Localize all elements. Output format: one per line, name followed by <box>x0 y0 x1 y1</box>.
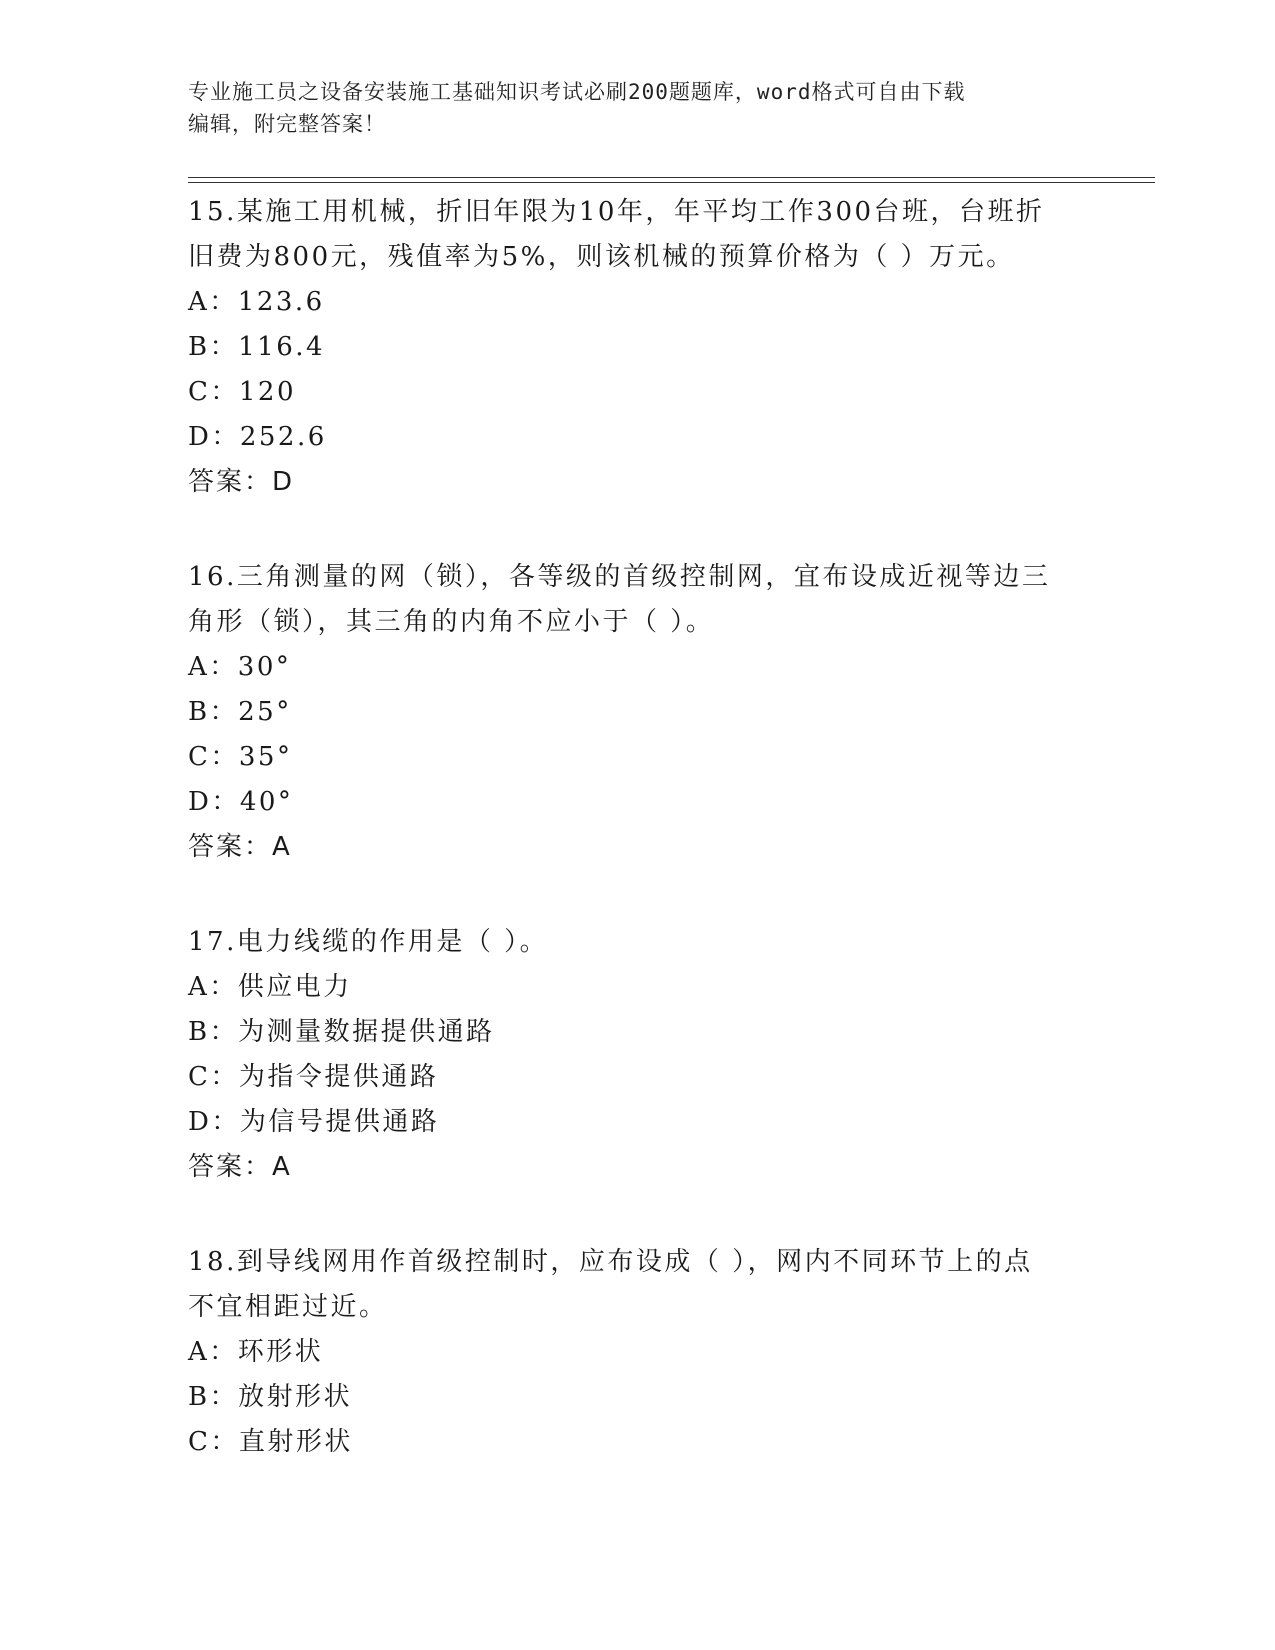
option-d: D：252.6 <box>188 422 327 452</box>
question-16 <box>188 555 1088 870</box>
question-text: 17.电力线缆的作用是（ ）。 <box>188 927 549 957</box>
answer: 答案：D <box>188 467 295 497</box>
option-b: B：为测量数据提供通路 <box>188 1017 495 1047</box>
answer: 答案：A <box>188 832 292 862</box>
question-15 <box>188 190 1088 505</box>
question-list <box>188 190 1088 1465</box>
option-c: C：35° <box>188 742 293 772</box>
option-a: A：123.6 <box>188 287 325 317</box>
option-a: A：供应电力 <box>188 972 352 1002</box>
option-c: C：直射形状 <box>188 1427 353 1457</box>
question-text: 18.到导线网用作首级控制时，应布设成（ ），网内不同环节上的点 <box>188 1247 1033 1277</box>
option-c: C：为指令提供通路 <box>188 1062 439 1092</box>
option-b: B：25° <box>188 697 292 727</box>
option-d: D：为信号提供通路 <box>188 1107 440 1137</box>
document-header <box>188 76 1088 140</box>
question-text: 15.某施工用机械，折旧年限为10年，年平均工作300台班，台班折 <box>188 197 1045 227</box>
option-b: B：116.4 <box>188 332 326 362</box>
header-line-2: 编辑，附完整答案！ <box>188 112 386 136</box>
question-17 <box>188 920 1088 1190</box>
option-c: C：120 <box>188 377 297 407</box>
question-text: 角形（锁），其三角的内角不应小于（ ）。 <box>188 607 715 637</box>
question-text: 旧费为800元，残值率为5%，则该机械的预算价格为（ ）万元。 <box>188 242 1015 272</box>
header-divider-bottom <box>188 182 1155 183</box>
answer: 答案：A <box>188 1152 292 1182</box>
question-text: 不宜相距过近。 <box>188 1292 388 1322</box>
header-line-1: 专业施工员之设备安装施工基础知识考试必刷200题题库，word格式可自由下载 <box>188 80 966 104</box>
option-a: A：30° <box>188 652 292 682</box>
header-divider-top <box>188 177 1155 178</box>
option-d: D：40° <box>188 787 294 817</box>
option-b: B：放射形状 <box>188 1382 353 1412</box>
question-18 <box>188 1240 1088 1465</box>
option-a: A：环形状 <box>188 1337 324 1367</box>
question-text: 16.三角测量的网（锁），各等级的首级控制网，宜布设成近视等边三 <box>188 562 1051 592</box>
